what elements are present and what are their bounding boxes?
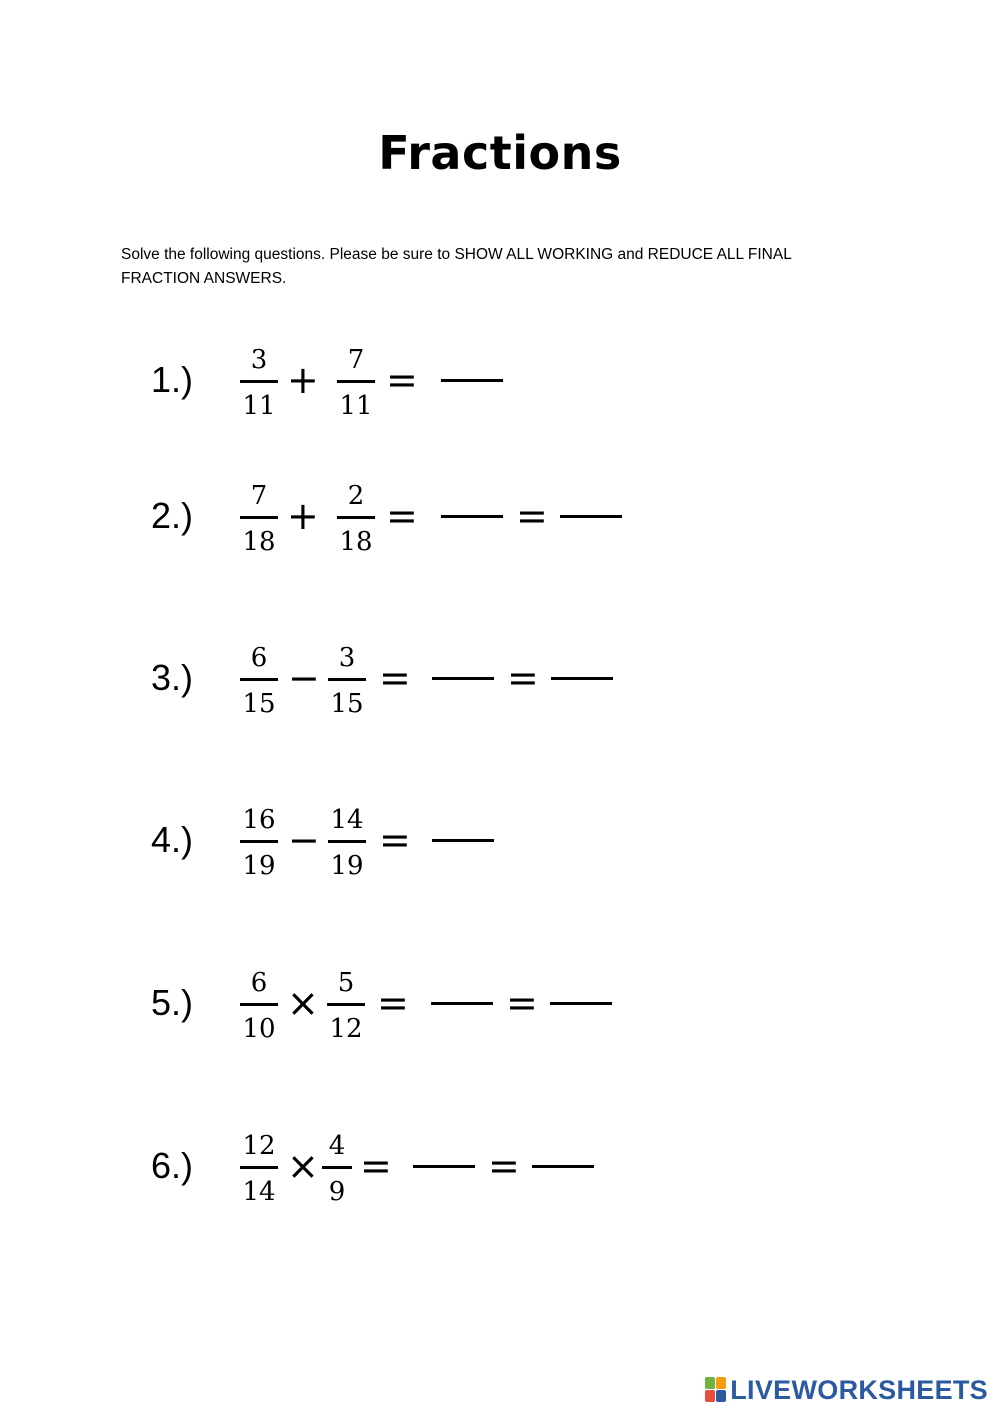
numerator: 7 (250, 481, 268, 511)
equals-sign: = (386, 494, 418, 538)
page-title: Fractions (378, 126, 622, 180)
equals-sign: = (488, 1144, 520, 1188)
numerator: 4 (328, 1131, 346, 1161)
denominator: 11 (242, 391, 276, 421)
problem-2 (0, 481, 1000, 581)
denominator: 19 (242, 851, 276, 881)
operator: + (287, 358, 319, 402)
fraction-bar (240, 1003, 278, 1006)
fraction-bar (240, 678, 278, 681)
operator: × (287, 1144, 319, 1188)
answer-blank-2[interactable] (550, 1002, 612, 1005)
operator: + (287, 494, 319, 538)
fraction-bar (337, 516, 375, 519)
answer-blank-2[interactable] (532, 1165, 594, 1168)
instructions-text: Solve the following questions. Please be sure to SHOW ALL WORKING and REDUCE ALL FINAL FRACTION ANSWERS. (121, 246, 792, 287)
answer-blank-1[interactable] (441, 515, 503, 518)
numerator: 3 (338, 643, 356, 673)
numerator: 6 (250, 968, 268, 998)
denominator: 15 (330, 689, 364, 719)
equals-sign: = (360, 1144, 392, 1188)
equals-sign: = (507, 656, 539, 700)
problem-5 (0, 968, 1000, 1068)
equals-sign: = (379, 818, 411, 862)
denominator: 12 (329, 1014, 363, 1044)
fraction-bar (240, 516, 278, 519)
answer-blank-2[interactable] (551, 677, 613, 680)
operator: − (288, 818, 320, 862)
fraction-bar (322, 1166, 352, 1169)
answer-blank-1[interactable] (432, 677, 494, 680)
denominator: 18 (242, 527, 276, 557)
numerator: 7 (347, 345, 365, 375)
answer-blank-1[interactable] (413, 1165, 475, 1168)
numerator: 16 (242, 805, 276, 835)
equals-sign: = (386, 358, 418, 402)
problem-number: 3.) (151, 657, 194, 698)
denominator: 10 (242, 1014, 276, 1044)
fraction-bar (328, 678, 366, 681)
problem-1 (0, 345, 1000, 445)
numerator: 14 (330, 805, 364, 835)
fraction-bar (240, 840, 278, 843)
liveworksheets-logo (705, 1372, 988, 1408)
problem-4 (0, 805, 1000, 905)
equals-sign: = (506, 981, 538, 1025)
problem-6 (0, 1131, 1000, 1231)
numerator: 5 (337, 968, 355, 998)
fraction-bar (337, 380, 375, 383)
denominator: 15 (242, 689, 276, 719)
equals-sign: = (377, 981, 409, 1025)
fraction-bar (240, 1166, 278, 1169)
answer-blank-1[interactable] (431, 1002, 493, 1005)
problem-number: 6.) (151, 1145, 194, 1186)
numerator: 6 (250, 643, 268, 673)
numerator: 2 (347, 481, 365, 511)
logo-text: LIVEWORKSHEETS (730, 1374, 988, 1405)
operator: × (287, 981, 319, 1025)
answer-blank-1[interactable] (432, 839, 494, 842)
problem-number: 4.) (151, 819, 194, 860)
logo-mark-icon (705, 1377, 727, 1403)
equals-sign: = (516, 494, 548, 538)
fraction-bar (328, 840, 366, 843)
answer-blank-1[interactable] (441, 379, 503, 382)
denominator: 19 (330, 851, 364, 881)
answer-blank-2[interactable] (560, 515, 622, 518)
numerator: 12 (242, 1131, 276, 1161)
denominator: 14 (242, 1177, 276, 1207)
problem-number: 1.) (151, 359, 194, 400)
operator: − (288, 656, 320, 700)
denominator: 18 (339, 527, 373, 557)
denominator: 11 (339, 391, 373, 421)
equals-sign: = (379, 656, 411, 700)
fraction-bar (327, 1003, 365, 1006)
numerator: 3 (250, 345, 268, 375)
problem-number: 2.) (151, 495, 194, 536)
problem-3 (0, 643, 1000, 743)
fraction-bar (240, 380, 278, 383)
denominator: 9 (328, 1177, 346, 1207)
problem-number: 5.) (151, 982, 194, 1023)
